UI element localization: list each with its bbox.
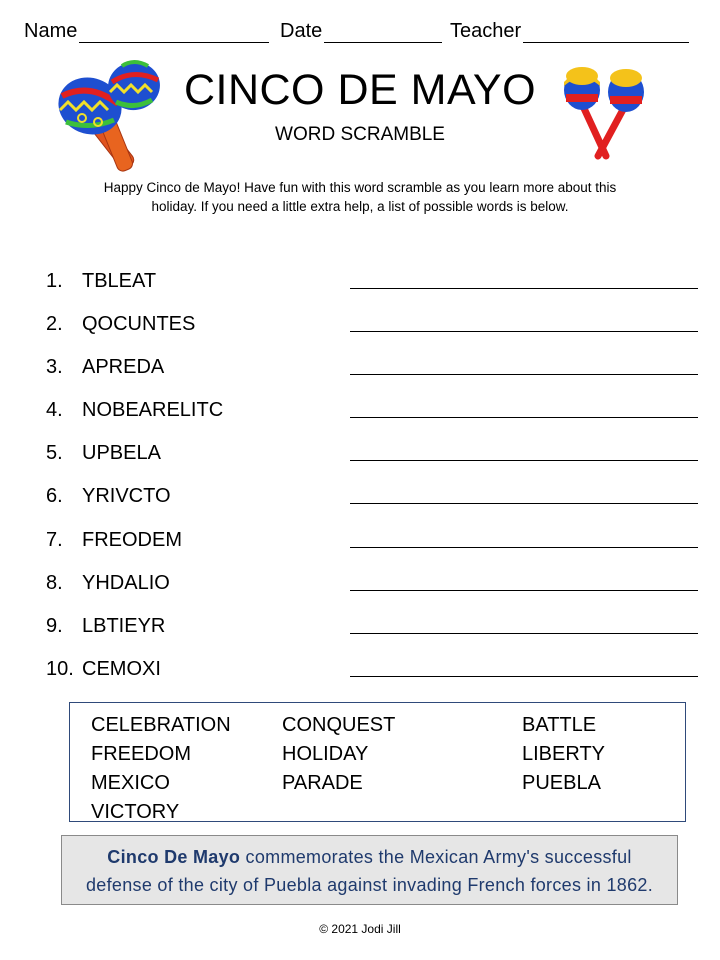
bank-word: CONQUEST: [282, 714, 396, 736]
teacher-field: [450, 20, 689, 43]
teacher-label: Teacher: [450, 20, 522, 42]
name-label: Name: [24, 20, 78, 42]
page-title: CINCO DE MAYO: [183, 66, 537, 114]
bank-word: VICTORY: [91, 801, 180, 823]
row-number: 10.: [46, 658, 74, 680]
page-subtitle: WORD SCRAMBLE: [275, 124, 445, 145]
row-number: 6.: [46, 485, 63, 507]
scrambled-word: TBLEAT: [82, 270, 157, 292]
row-number: 7.: [46, 529, 63, 551]
copyright-notice: © 2021 Jodi Jill: [319, 922, 401, 936]
scrambled-word: YRIVCTO: [82, 485, 171, 507]
scrambled-word: YHDALIO: [82, 572, 170, 594]
answer-line[interactable]: [350, 288, 698, 289]
bank-word: PUEBLA: [522, 772, 601, 794]
bank-word: LIBERTY: [522, 743, 605, 765]
answer-line[interactable]: [350, 503, 698, 504]
answer-line[interactable]: [350, 374, 698, 375]
teacher-input-line[interactable]: [523, 20, 689, 43]
answer-line[interactable]: [350, 590, 698, 591]
answer-line[interactable]: [350, 547, 698, 548]
answer-line[interactable]: [350, 676, 698, 677]
fact-text: commemorates the Mexican Army's successful: [245, 847, 632, 867]
scrambled-word: UPBELA: [82, 442, 161, 464]
scrambled-word: LBTIEYR: [82, 615, 166, 637]
answer-line[interactable]: [350, 633, 698, 634]
answer-line[interactable]: [350, 460, 698, 461]
bank-word: FREEDOM: [91, 743, 191, 765]
bank-word: PARADE: [282, 772, 363, 794]
scrambled-word: NOBEARELITC: [82, 399, 224, 421]
name-input-line[interactable]: [79, 20, 269, 43]
fact-line-1: [62, 843, 677, 871]
intro-text: [60, 178, 660, 216]
row-number: 5.: [46, 442, 63, 464]
answer-line[interactable]: [350, 331, 698, 332]
row-number: 2.: [46, 313, 63, 335]
date-input-line[interactable]: [324, 20, 442, 43]
fact-box: [61, 835, 678, 905]
row-number: 8.: [46, 572, 63, 594]
date-field: [280, 20, 442, 43]
bank-word: BATTLE: [522, 714, 597, 736]
bank-word: MEXICO: [91, 772, 170, 794]
row-number: 4.: [46, 399, 63, 421]
fact-line-2: defense of the city of Puebla against invading French forces in 1862.: [85, 875, 654, 895]
row-number: 9.: [46, 615, 63, 637]
answer-line[interactable]: [350, 417, 698, 418]
name-field: [24, 20, 269, 43]
scrambled-word: APREDA: [82, 356, 165, 378]
fact-bold-term: Cinco De Mayo: [107, 847, 241, 867]
intro-line-2: holiday. If you need a little extra help, a list of possible words is below.: [151, 199, 569, 214]
scrambled-word: CEMOXI: [82, 658, 161, 680]
date-label: Date: [280, 20, 323, 42]
bank-word: CELEBRATION: [91, 714, 231, 736]
bank-word: HOLIDAY: [282, 743, 369, 765]
row-number: 3.: [46, 356, 63, 378]
word-bank: [69, 702, 686, 822]
scrambled-word: FREODEM: [82, 529, 182, 551]
row-number: 1.: [46, 270, 63, 292]
scrambled-word: QOCUNTES: [82, 313, 196, 335]
intro-line-1: Happy Cinco de Mayo! Have fun with this word scramble as you learn more about this: [103, 180, 617, 195]
